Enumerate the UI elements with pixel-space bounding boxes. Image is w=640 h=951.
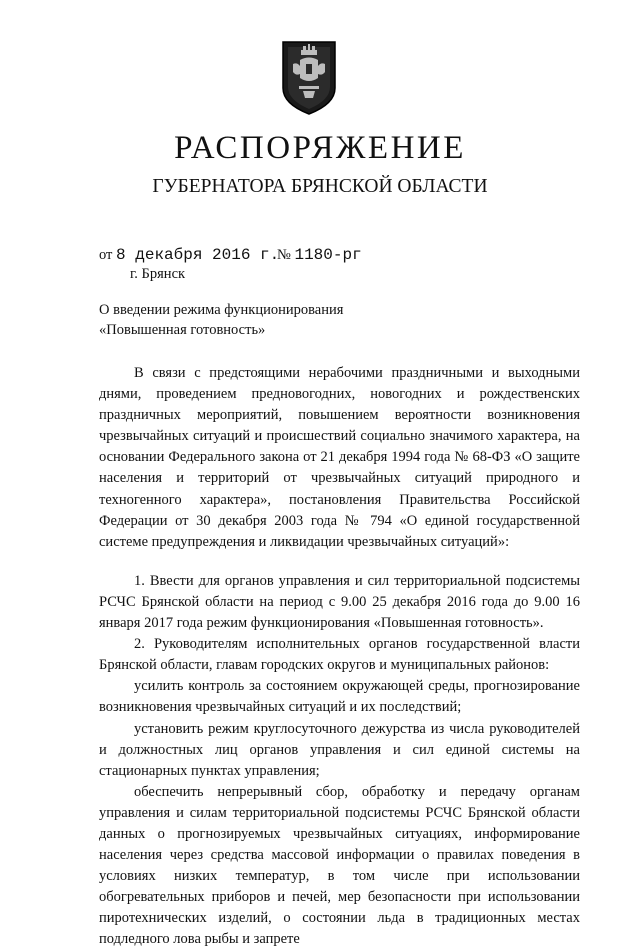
- document-body: [99, 363, 580, 951]
- document-subtitle: ГУБЕРНАТОРА БРЯНСКОЙ ОБЛАСТИ: [152, 176, 488, 197]
- subject-line-1: О введении режима функционирования: [99, 302, 344, 318]
- coat-of-arms-emblem: [279, 40, 339, 116]
- document-title: РАСПОРЯЖЕНИЕ: [174, 130, 466, 166]
- subitem-monitoring-paragraph: усилить контроль за состоянием окружающей среды, прогнозирование возникновения чрезвычайных ситуаций и их последствий;: [99, 678, 580, 716]
- document-subject: [99, 300, 343, 340]
- document-city: г. Брянск: [130, 266, 186, 282]
- date-prefix: от: [99, 247, 117, 263]
- subitem-duty-paragraph: установить режим круглосуточного дежурства из числа руководителей и должностных лиц органов управления и сил единой системы на стационарных пунктах управления;: [99, 720, 580, 779]
- subject-line-2: «Повышенная готовность»: [99, 322, 266, 338]
- subitem-information-paragraph: обеспечить непрерывный сбор, обработку и передачу органам управления и силам территориальной подсистемы РСЧС Брянской области данных о прогнозируемых чрезвычайных ситуациях, информирование населения через средства массовой информации о правилах поведения в условиях низких температур, в том числе при использовании обогревательных приборов и печей, мер безопасности при использовании пиротехнических изделий, о состоянии льда в традиционных местах подледного лова рыбы и запрете: [99, 783, 580, 948]
- preamble-paragraph: В связи с предстоящими нерабочими праздничными и выходными днями, проведением предновогодних, новогодних и рождественских праздничных мероприятий, повышением вероятности возникновения чрезвычайных ситуаций и происшествий социально значимого характера, на основании Федерального закона от 21 декабря 1994 года № 68-ФЗ «О защите населения и территорий от чрезвычайных ситуаций природного и техногенного характера», постановления Правительства Российской Федерации от 30 декабря 2003 года № 794 «О единой государственной системе предупреждения и ликвидации чрезвычайных ситуаций»:: [99, 365, 580, 550]
- number-prefix: №: [277, 247, 295, 263]
- coat-of-arms-icon: [279, 40, 339, 116]
- number-value: 1180-рг: [294, 246, 362, 264]
- item-2-paragraph: 2. Руководителям исполнительных органов государственной власти Брянской области, главам городских округов и муниципальных районов:: [99, 636, 580, 674]
- document-date: [99, 245, 279, 265]
- document-number: [277, 245, 362, 265]
- item-1-paragraph: 1. Ввести для органов управления и сил территориальной подсистемы РСЧС Брянской области на период с 9.00 25 декабря 2016 года до 9.00 16 января 2017 года режим функционирования «Повышенная готовность».: [99, 572, 580, 632]
- date-value: 8 декабря 2016 г.: [116, 246, 280, 264]
